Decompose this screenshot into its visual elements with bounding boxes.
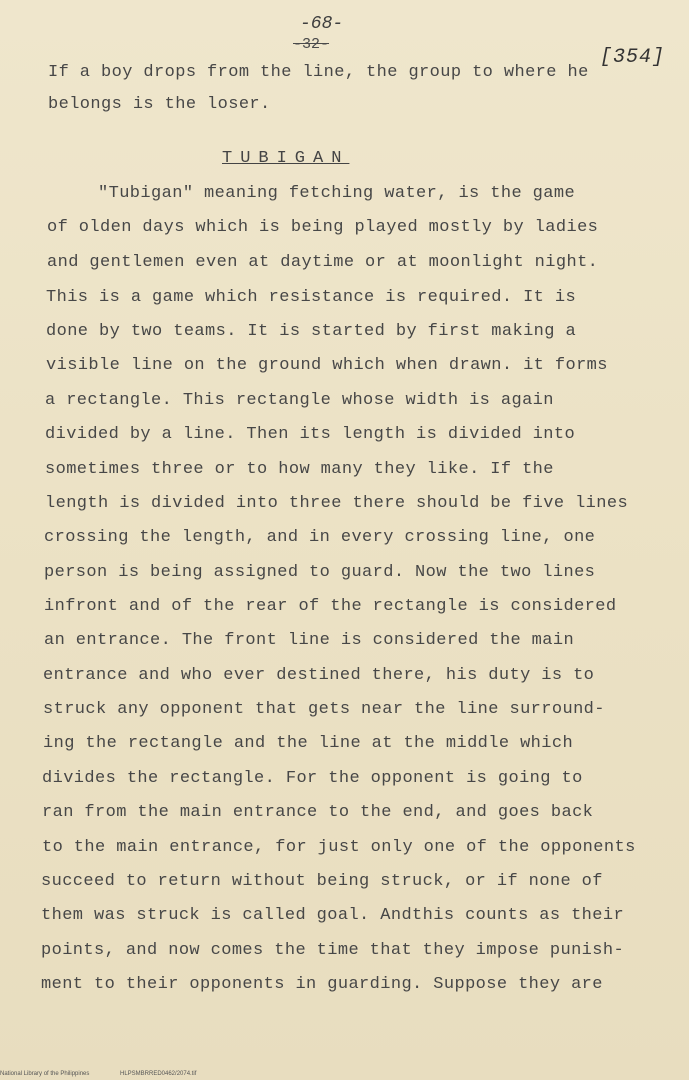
page-number: -68- (300, 14, 344, 34)
body-line: ran from the main entrance to the end, and goes back (42, 803, 594, 822)
body-line: to the main entrance, for just only one of the opponents (42, 838, 636, 857)
body-line: visible line on the ground which when drawn. it forms (46, 356, 608, 375)
old-page-number: -32- (293, 36, 330, 53)
body-line: them was struck is called goal. Andthis counts as their (41, 906, 625, 925)
body-line: a rectangle. This rectangle whose width is again (45, 391, 554, 410)
body-line: points, and now comes the time that they impose punish- (41, 941, 625, 960)
body-line: an entrance. The front line is considered the main (44, 631, 575, 650)
body-line: This is a game which resistance is required. It is (46, 288, 577, 307)
body-line: infront and of the rear of the rectangle is considered (44, 597, 617, 616)
footer-file: HLPSMBRRED0462/2074.tif (120, 1071, 197, 1077)
body-line: length is divided into three there should be five lines (45, 494, 629, 513)
body-line: succeed to return without being struck, or if none of (41, 872, 603, 891)
body-line: of olden days which is being played mostly by ladies (47, 218, 599, 237)
footer-library: National Library of the Philippines (0, 1071, 90, 1077)
intro-line: If a boy drops from the line, the group to where he (48, 63, 589, 82)
intro-line: belongs is the loser. (48, 95, 271, 114)
body-line: person is being assigned to guard. Now the two lines (44, 563, 596, 582)
body-line: crossing the length, and in every crossing line, one (44, 528, 596, 547)
body-line: struck any opponent that gets near the line surround- (43, 700, 605, 719)
body-line: divided by a line. Then its length is divided into (45, 425, 576, 444)
document-id: [354] (600, 46, 666, 69)
body-line: ing the rectangle and the line at the middle which (43, 734, 574, 753)
body-line: ment to their opponents in guarding. Suppose they are (41, 975, 603, 994)
body-line: done by two teams. It is started by first making a (46, 322, 577, 341)
body-line: "Tubigan" meaning fetching water, is the game (98, 184, 576, 203)
body-line: and gentlemen even at daytime or at moonlight night. (47, 253, 599, 272)
body-line: divides the rectangle. For the opponent is going to (42, 769, 583, 788)
body-line: sometimes three or to how many they like. If the (45, 460, 554, 479)
body-line: entrance and who ever destined there, his duty is to (43, 666, 595, 685)
section-title: TUBIGAN (222, 149, 350, 168)
